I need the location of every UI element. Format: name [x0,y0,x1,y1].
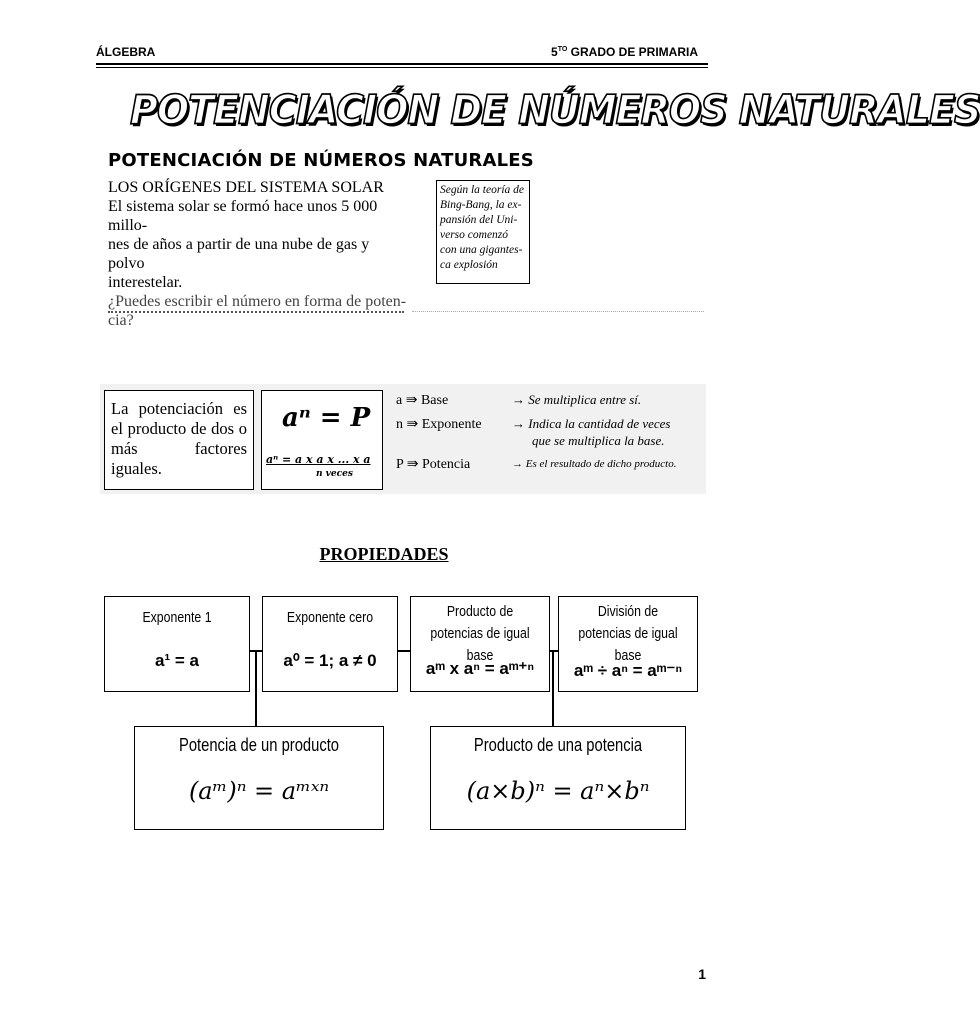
property-title: Producto de una potencia [473,735,643,755]
note-line: ca explosión [440,259,498,271]
properties-diagram [100,590,700,840]
intro-line: nes de años a partir de una nube de gas y polvo [108,236,370,272]
property-box-product-of-power [430,726,686,830]
property-box-exponent-1 [104,596,250,692]
header-rule [96,63,708,65]
parts-table [392,386,704,490]
note-line: pansión del Uni- [440,214,518,226]
property-box-exponent-zero [262,596,398,692]
intro-line: interestelar. [108,274,183,291]
part-desc-base: → Se multiplica entre sí. [512,392,642,407]
formula-expand: aⁿ = a x a x ... x a [266,453,371,466]
property-title: División de potencias de igual base [578,603,678,664]
property-box-power-of-product [134,726,384,830]
definition-box [104,390,254,490]
property-box-division-powers [558,596,698,692]
header-grade: $5^{TO}$ GRADO DE PRIMARIA [551,45,698,59]
property-formula: aᵐ ÷ aⁿ = aᵐ⁻ⁿ [573,661,683,680]
properties-title: PROPIEDADES [319,544,449,564]
intro-text [108,178,408,330]
header-subject: ÁLGEBRA [96,45,156,59]
intro-question: cia? [108,312,134,329]
dotted-divider [412,311,704,312]
part-row-power: P ⇛ Potencia [396,457,471,472]
property-title: Exponente cero [286,609,374,626]
note-line: Bing-Bang, la ex- [440,199,522,211]
part-desc-exponent-2: que se multiplica la base. [532,433,665,448]
definition-text: La potenciación es el producto de dos o más factores iguales. [111,399,247,478]
section-subtitle: POTENCIACIÓN DE NÚMEROS NATURALES [108,150,534,171]
property-formula: aᵐ x aⁿ = aᵐ⁺ⁿ [425,659,535,678]
page-title: POTENCIACIÓN DE NÚMEROS NATURALES [130,86,980,134]
property-formula: a¹ = a [155,651,199,670]
note-line: verso comenzó [440,229,509,241]
arrow-icon: ⇛ [406,417,419,432]
property-title: Producto de potencias de igual base [430,603,530,664]
intro-question: ¿Puedes escribir el número en forma de poten- [108,293,407,310]
property-box-product-powers [410,596,550,692]
part-row-exponent: n ⇛ Exponente [396,417,482,432]
arrow-icon: ⇛ [406,457,419,472]
formula-box [261,390,383,490]
connector-line [398,650,410,652]
formula-main: aⁿ = P [282,403,371,433]
dotted-divider [108,311,404,313]
connector-line [552,652,554,726]
arrow-icon: ⇛ [405,393,418,408]
property-formula: (a×b)ⁿ = aⁿ×bⁿ [466,777,650,805]
formula-note: n veces [316,469,353,479]
part-desc-exponent: → Indica la cantidad de veces [512,416,671,431]
part-row-base: a ⇛ Base [396,393,449,408]
property-title: Exponente 1 [142,609,212,626]
property-title: Potencia de un producto [178,735,340,755]
big-bang-note [436,180,530,284]
property-formula: (aᵐ)ⁿ = aᵐˣⁿ [188,777,330,805]
header-rule-thin [96,67,708,68]
property-formula: a⁰ = 1; a ≠ 0 [283,651,377,670]
note-line: con una gigantes- [440,244,523,256]
connector-line [255,652,257,726]
part-desc-power: → Es el resultado de dicho producto. [512,458,677,470]
note-line: Según la teoría de [440,184,524,196]
intro-line: LOS ORÍGENES DEL SISTEMA SOLAR [108,179,384,196]
page-number: 1 [698,966,706,982]
intro-line: El sistema solar se formó hace unos 5 000 millo- [108,198,378,234]
